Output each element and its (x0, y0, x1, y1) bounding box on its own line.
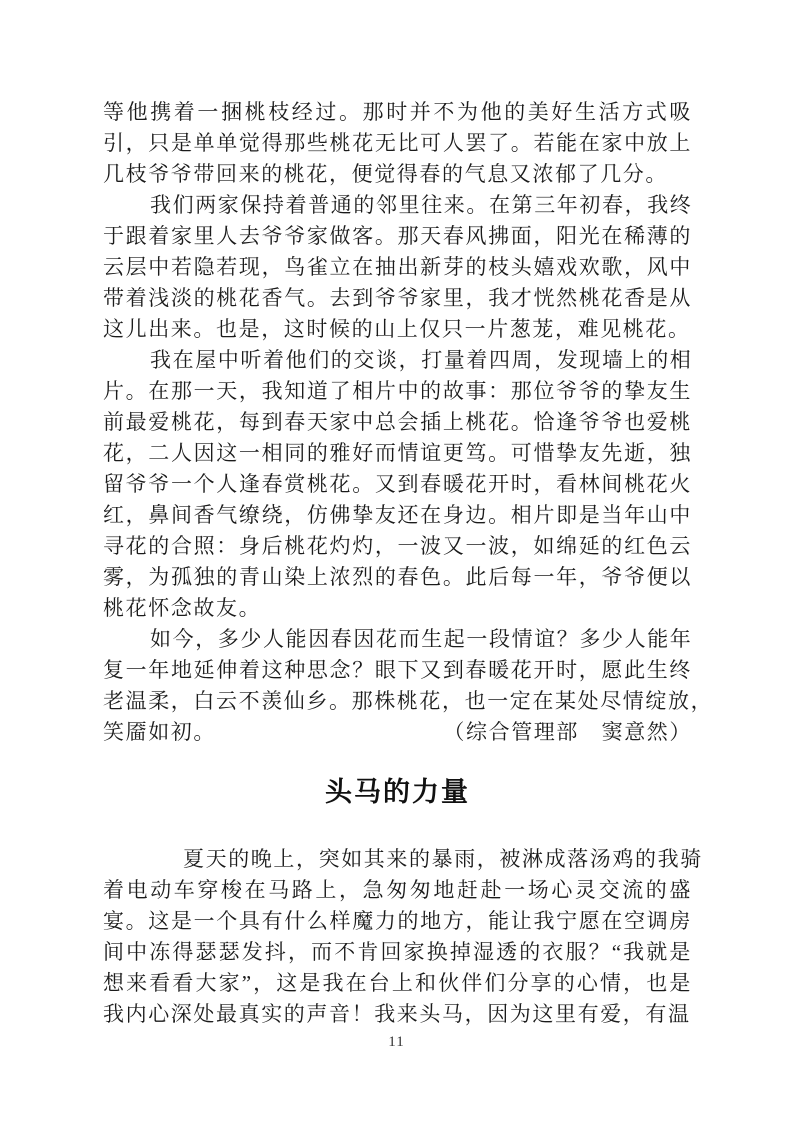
text-line: 如今，多少人能因春因花而生起一段情谊？多少人能年 (150, 627, 693, 651)
text-line: 这儿出来。也是，这时候的山上仅只一片葱茏，难见桃花。 (103, 317, 691, 341)
text-line: 前最爱桃花，每到春天家中总会插上桃花。恰逢爷爷也爱桃 (103, 410, 692, 434)
text-line: 我们两家保持着普通的邻里往来。在第三年初春，我终 (150, 193, 693, 217)
closing-line (103, 717, 692, 748)
author-attribution: （综合管理部 窦意然） (443, 720, 692, 744)
text-line: 着电动车穿梭在马路上，急匆匆地赶赴一场心灵交流的盛 (103, 878, 692, 902)
text-line: 片。在那一天，我知道了相片中的故事：那位爷爷的挚友生 (103, 379, 692, 403)
text-line: 留爷爷一个人逢春赏桃花。又到春暖花开时，看林间桃花火 (103, 472, 692, 496)
text-line: 我内心深处最真实的声音！我来头马，因为这里有爱，有温 (103, 1002, 691, 1026)
text-line: 雾，为孤独的青山染上浓烈的春色。此后每一年，爷爷便以 (103, 565, 692, 589)
text-line: 夏天的晚上，突如其来的暴雨，被淋成落汤鸡的我骑 (183, 847, 703, 871)
article-peach-blossom (103, 97, 714, 748)
article-toastmasters (103, 844, 703, 1030)
paragraph (103, 190, 692, 345)
closing-text: 笑靥如初。 (103, 720, 216, 744)
paragraph (103, 844, 703, 1030)
paragraph (103, 97, 692, 190)
text-line: 宴。这是一个具有什么样魔力的地方，能让我宁愿在空调房 (103, 909, 692, 933)
text-line: 带着浅淡的桃花香气。去到爷爷家里，我才恍然桃花香是从 (103, 286, 692, 310)
text-line: 于跟着家里人去爷爷家做客。那天春风拂面，阳光在稀薄的 (103, 224, 692, 248)
text-line: 想来看看大家”，这是我在台上和伙伴们分享的心情，也是 (103, 971, 692, 995)
text-line: 红，鼻间香气缭绕，仿佛挚友还在身边。相片即是当年山中 (103, 503, 692, 527)
text-line: 桃花怀念故友。 (103, 596, 262, 620)
text-line: 我在屋中听着他们的交谈，打量着四周，发现墙上的相 (150, 348, 693, 372)
article-peach-blossom-body (103, 97, 714, 748)
page-number: 11 (388, 1034, 405, 1050)
text-line: 寻花的合照：身后桃花灼灼，一波又一波，如绵延的红色云 (103, 534, 692, 558)
text-line: 引，只是单单觉得那些桃花无比可人罢了。若能在家中放上 (103, 131, 692, 155)
article-title-toastmasters: 头马的力量 (325, 777, 470, 807)
article-toastmasters-body (103, 844, 703, 1030)
text-line: 复一年地延伸着这种思念？眼下又到春暖花开时，愿此生终 (103, 658, 692, 682)
text-line: 老温柔，白云不羡仙乡。那株桃花，也一定在某处尽情绽放， (103, 689, 714, 713)
page-content (103, 97, 714, 1030)
text-line: 几枝爷爷带回来的桃花，便觉得春的气息又浓郁了几分。 (103, 162, 668, 186)
text-line: 花，二人因这一相同的雅好而情谊更笃。可惜挚友先逝，独 (103, 441, 692, 465)
text-line: 等他携着一捆桃枝经过。那时并不为他的美好生活方式吸 (103, 100, 692, 124)
text-line: 间中冻得瑟瑟发抖，而不肯回家换掉湿透的衣服？“我就是 (103, 940, 692, 964)
paragraph (103, 624, 714, 748)
text-line: 云层中若隐若现，鸟雀立在抽出新芽的枝头嬉戏欢歌，风中 (103, 255, 692, 279)
paragraph (103, 345, 692, 624)
